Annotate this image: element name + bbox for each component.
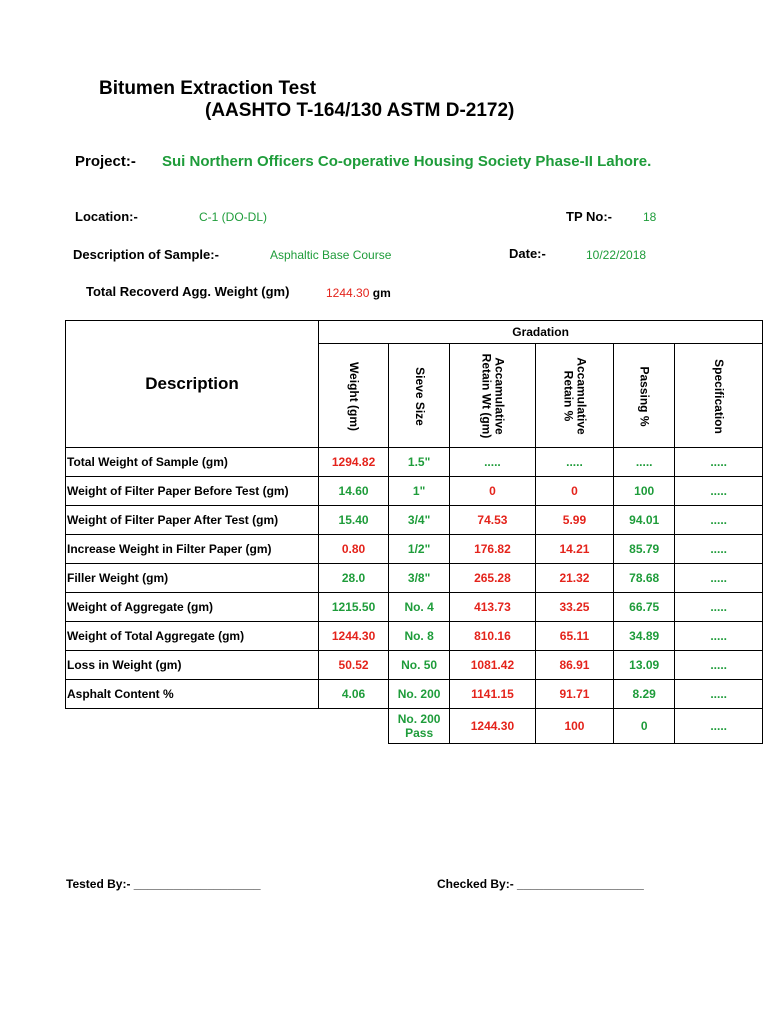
total-recovered-row xyxy=(326,286,391,300)
total-recovered-label: Total Recoverd Agg. Weight (gm) xyxy=(86,284,290,299)
date-value: 10/22/2018 xyxy=(586,248,647,262)
sample-value: Asphaltic Base Course xyxy=(270,248,392,262)
gradation-header: Gradation xyxy=(319,321,763,344)
date-label: Date:- xyxy=(509,246,546,261)
project-label: Project:- xyxy=(75,153,136,170)
col-spec-header: Specification xyxy=(675,344,763,448)
col-acc-pct-header: Accamulative Retain % xyxy=(535,344,613,448)
document-subtitle: (AASHTO T-164/130 ASTM D-2172) xyxy=(205,100,515,121)
table-row: Weight of Filter Paper Before Test (gm) 14.60 1" 0 0 100 ..... xyxy=(66,477,763,506)
total-recovered-unit: gm xyxy=(372,286,391,300)
col-passing-header: Passing % xyxy=(614,344,675,448)
project-value: Sui Northern Officers Co-operative Housing Society Phase-II Lahore. xyxy=(162,153,652,170)
location-label: Location:- xyxy=(75,209,138,224)
table-row: Loss in Weight (gm) 50.52 No. 50 1081.42 86.91 13.09 ..... xyxy=(66,651,763,680)
location-value: C-1 (DO-DL) xyxy=(199,210,267,224)
col-sieve-header: Sieve Size xyxy=(389,344,450,448)
sample-label: Description of Sample:- xyxy=(73,247,219,262)
table-row: Increase Weight in Filter Paper (gm) 0.80 1/2" 176.82 14.21 85.79 ..... xyxy=(66,535,763,564)
tp-no-value: 18 xyxy=(643,210,657,224)
description-header: Description xyxy=(66,321,319,448)
table-row: Filler Weight (gm) 28.0 3/8" 265.28 21.32 78.68 ..... xyxy=(66,564,763,593)
tested-by: Tested By:- ___________________ xyxy=(66,877,261,891)
checked-by: Checked By:- ___________________ xyxy=(437,877,644,891)
table-row-last: No. 200 Pass 1244.30 100 0 ..... xyxy=(66,709,763,744)
col-acc-wt-header: Accamulative Retain Wt (gm) xyxy=(450,344,536,448)
table-row: Weight of Filter Paper After Test (gm) 15.40 3/4" 74.53 5.99 94.01 ..... xyxy=(66,506,763,535)
table-row: Weight of Aggregate (gm) 1215.50 No. 4 413.73 33.25 66.75 ..... xyxy=(66,593,763,622)
document-title: Bitumen Extraction Test xyxy=(99,78,317,99)
table-row: Total Weight of Sample (gm) 1294.82 1.5" ..... ..... ..... ..... xyxy=(66,448,763,477)
col-weight-header: Weight (gm) xyxy=(319,344,389,448)
tp-no-label: TP No:- xyxy=(566,209,612,224)
table-row: Asphalt Content % 4.06 No. 200 1141.15 91.71 8.29 ..... xyxy=(66,680,763,709)
gradation-table xyxy=(65,320,763,744)
table-row: Weight of Total Aggregate (gm) 1244.30 No. 8 810.16 65.11 34.89 ..... xyxy=(66,622,763,651)
total-recovered-value: 1244.30 xyxy=(326,286,370,300)
